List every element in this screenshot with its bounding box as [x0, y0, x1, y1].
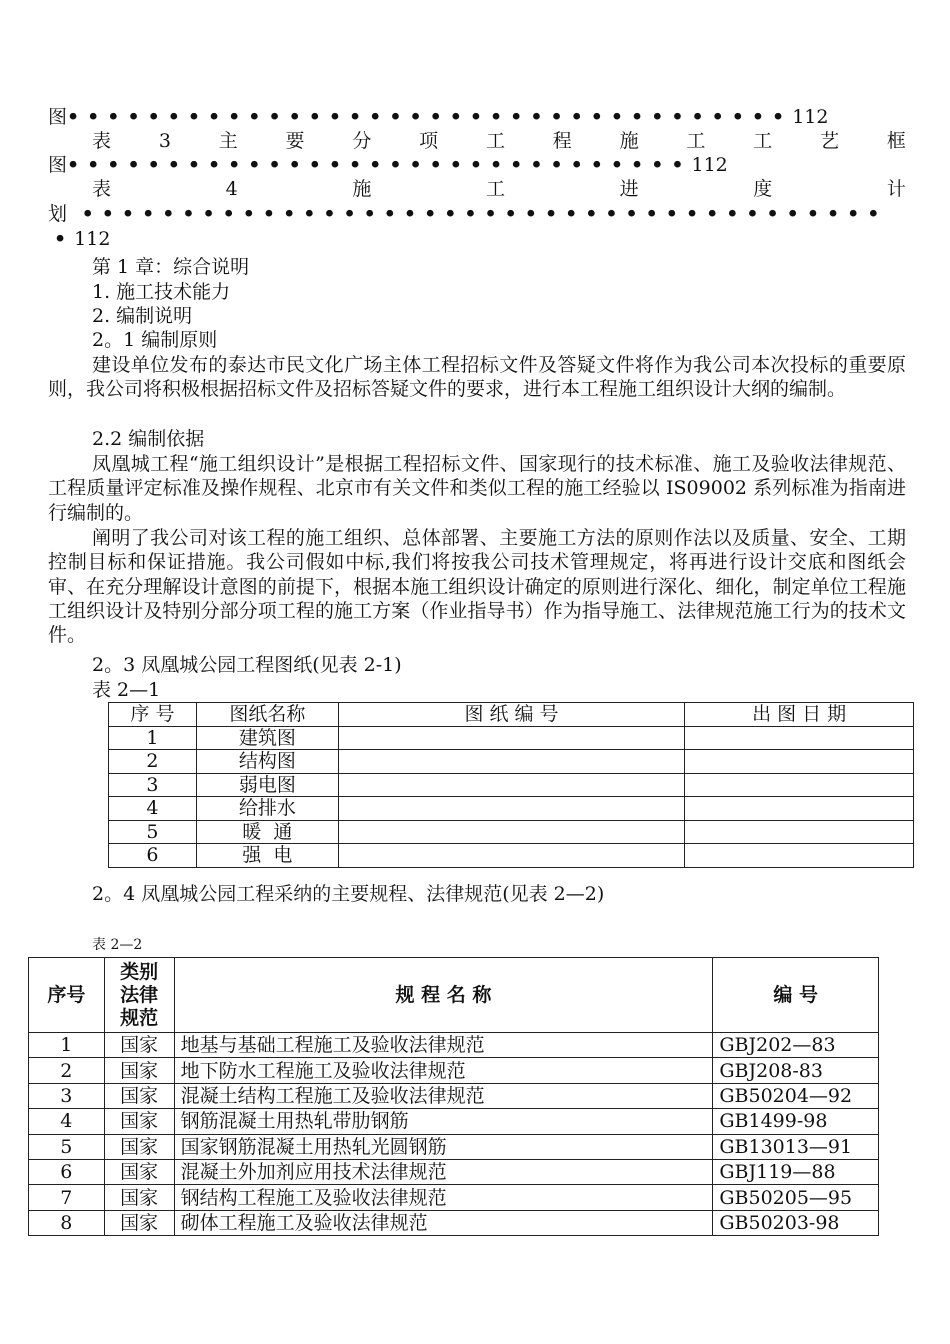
table-row — [109, 773, 914, 797]
toc-word: 表 — [92, 130, 112, 152]
table-row — [29, 1058, 879, 1083]
cell-drawing-number — [338, 750, 685, 774]
cell-standard-name: 国家钢筋混凝土用热轧光圆钢筋 — [174, 1134, 713, 1159]
toc-word: 施 — [352, 178, 372, 200]
toc-word: 3 — [158, 130, 171, 152]
toc-word: 施 — [619, 130, 639, 152]
cell-issue-date — [685, 726, 914, 750]
header-cell: 规 程 名 称 — [174, 958, 713, 1033]
cell-category: 国家 — [104, 1185, 174, 1210]
cell-index: 5 — [29, 1134, 105, 1159]
cell-index: 2 — [29, 1058, 105, 1083]
cell-category: 国家 — [104, 1083, 174, 1108]
toc-word: 度 — [753, 178, 773, 200]
header-cell: 图纸名称 — [196, 703, 338, 727]
table-header-row — [29, 958, 879, 1033]
cell-category: 国家 — [104, 1058, 174, 1083]
cell-drawing-name: 强 电 — [196, 844, 338, 868]
table2-caption: 表 2—2 — [92, 937, 143, 953]
cell-standard-name: 地下防水工程施工及验收法律规范 — [174, 1058, 713, 1083]
paragraph-2: 凤凰城工程“施工组织设计”是根据工程招标文件、国家现行的技术标准、施工及验收法律规范、工程质量评定标准及操作规程、北京市有关文件和类似工程的施工经验以 IS09002 系列标准为指南进行编制的。 — [48, 453, 906, 524]
cell-index: 3 — [109, 773, 197, 797]
cell-drawing-number — [338, 844, 685, 868]
paragraph-3: 阐明了我公司对该工程的施工组织、总体部署、主要施工方法的原则作法以及质量、安全、工期控制目标和保证措施。我公司假如中标,我们将按我公司技术管理规定，将再进行设计交底和图纸会审、在充分理解设计意图的前提下，根据本施工组织设计确定的原则进行深化、细化，制定单位工程施工组织设计及特别分部分项工程的施工方案（作业指导书）作为指导施工、法律规范施工行为的技术文件。 — [48, 527, 906, 647]
toc-line-4 — [92, 177, 906, 201]
toc-word: 工 — [686, 130, 706, 152]
cell-drawing-number — [338, 773, 685, 797]
cell-drawing-number — [338, 820, 685, 844]
header-cell: 序号 — [29, 958, 105, 1033]
standards-table — [28, 957, 879, 1236]
toc-word: 主 — [218, 130, 238, 152]
cell-category: 国家 — [104, 1109, 174, 1134]
toc-word: 工 — [486, 178, 506, 200]
cell-index: 4 — [109, 797, 197, 821]
cell-category: 国家 — [104, 1134, 174, 1159]
cell-index: 7 — [29, 1185, 105, 1210]
cell-standard-name: 钢筋混凝土用热轧带肋钢筋 — [174, 1109, 713, 1134]
toc-word: 项 — [419, 130, 439, 152]
cell-category: 国家 — [104, 1210, 174, 1235]
table-row — [29, 1109, 879, 1134]
toc-leader-dots: • — [54, 228, 75, 250]
table-row — [29, 1185, 879, 1210]
toc-word: 表 — [92, 178, 112, 200]
cell-standard-code: GB50204—92 — [713, 1083, 879, 1108]
cell-drawing-number — [338, 726, 685, 750]
table-row — [109, 797, 914, 821]
cell-issue-date — [685, 773, 914, 797]
header-cell: 出 图 日 期 — [685, 703, 914, 727]
header-cell: 序 号 — [109, 703, 197, 727]
heading-2-2: 2.2 编制依据 — [92, 428, 205, 450]
cell-index: 8 — [29, 1210, 105, 1235]
cell-standard-name: 钢结构工程施工及验收法律规范 — [174, 1185, 713, 1210]
toc-word: 艺 — [820, 130, 840, 152]
table-row — [109, 820, 914, 844]
toc-line-6 — [54, 227, 110, 251]
cell-category: 国家 — [104, 1159, 174, 1184]
toc-line-1 — [48, 105, 828, 129]
cell-index: 1 — [29, 1033, 105, 1058]
cell-category: 国家 — [104, 1033, 174, 1058]
cell-drawing-name: 弱电图 — [196, 773, 338, 797]
cell-standard-name: 砌体工程施工及验收法律规范 — [174, 1210, 713, 1235]
cell-index: 2 — [109, 750, 197, 774]
cell-index: 5 — [109, 820, 197, 844]
cell-standard-name: 混凝土结构工程施工及验收法律规范 — [174, 1083, 713, 1108]
cell-standard-name: 混凝土外加剂应用技术法律规范 — [174, 1159, 713, 1184]
cell-issue-date — [685, 820, 914, 844]
toc-page-6: 112 — [74, 228, 111, 250]
table-row — [29, 1083, 879, 1108]
header-cell: 类别法律规范 — [104, 958, 174, 1033]
table-row — [109, 750, 914, 774]
toc-lead-5: 划 — [48, 203, 68, 225]
toc-page-1: 112 — [792, 106, 829, 128]
table-header-row — [109, 703, 914, 727]
toc-line-3 — [48, 153, 728, 177]
toc-lead-1: 图 — [48, 106, 68, 128]
cell-drawing-name: 给排水 — [196, 797, 338, 821]
toc-word: 进 — [619, 178, 639, 200]
cell-standard-code: GB50205—95 — [713, 1185, 879, 1210]
heading-1: 1. 施工技术能力 — [92, 281, 231, 303]
heading-2-4: 2。4 凤凰城公园工程采纳的主要规程、法律规范(见表 2—2) — [92, 883, 605, 905]
toc-lead-3: 图 — [48, 154, 68, 176]
toc-leader-dots: •••••••••••••••••••••••••••••••••••••••• — [67, 203, 888, 225]
cell-standard-code: GBJ119—88 — [713, 1159, 879, 1184]
toc-word: 工 — [753, 130, 773, 152]
table1-caption: 表 2—1 — [92, 679, 161, 701]
cell-index: 3 — [29, 1083, 105, 1108]
cell-standard-name: 地基与基础工程施工及验收法律规范 — [174, 1033, 713, 1058]
header-cell: 编 号 — [713, 958, 879, 1033]
heading-2: 2. 编制说明 — [92, 305, 193, 327]
cell-issue-date — [685, 797, 914, 821]
toc-line-2 — [92, 129, 906, 153]
table-row — [29, 1033, 879, 1058]
cell-standard-code: GB13013—91 — [713, 1134, 879, 1159]
cell-standard-code: GBJ208-83 — [713, 1058, 879, 1083]
cell-drawing-name: 建筑图 — [196, 726, 338, 750]
chapter-title: 第 1 章：综合说明 — [92, 256, 250, 278]
toc-page-3: 112 — [691, 154, 728, 176]
drawings-table — [108, 702, 914, 868]
toc-word: 框 — [886, 130, 906, 152]
heading-2-3: 2。3 凤凰城公园工程图纸(见表 2-1) — [92, 654, 402, 676]
cell-standard-code: GB1499-98 — [713, 1109, 879, 1134]
table-row — [29, 1134, 879, 1159]
cell-issue-date — [685, 750, 914, 774]
cell-standard-code: GBJ202—83 — [713, 1033, 879, 1058]
header-cell: 图 纸 编 号 — [338, 703, 685, 727]
heading-2-1: 2。1 编制原则 — [92, 329, 218, 351]
table-row — [29, 1210, 879, 1235]
toc-word: 计 — [886, 178, 906, 200]
table-row — [29, 1159, 879, 1184]
toc-word: 分 — [352, 130, 372, 152]
cell-standard-code: GB50203-98 — [713, 1210, 879, 1235]
toc-leader-dots: ••••••••••••••••••••••••••••••• — [67, 154, 692, 176]
paragraph-1: 建设单位发布的泰达市民文化广场主体工程招标文件及答疑文件将作为我公司本次投标的重要原则，我公司将积极根据招标文件及招标答疑文件的要求，进行本工程施工组织设计大纲的编制。 — [48, 354, 906, 401]
toc-word: 工 — [485, 130, 505, 152]
cell-index: 6 — [109, 844, 197, 868]
cell-index: 6 — [29, 1159, 105, 1184]
cell-index: 1 — [109, 726, 197, 750]
cell-index: 4 — [29, 1109, 105, 1134]
toc-line-5 — [48, 202, 887, 226]
cell-drawing-name: 暖 通 — [196, 820, 338, 844]
toc-word: 程 — [552, 130, 572, 152]
cell-drawing-number — [338, 797, 685, 821]
cell-drawing-name: 结构图 — [196, 750, 338, 774]
toc-word: 4 — [225, 178, 238, 200]
toc-leader-dots: •••••••••••••••••••••••••••••••••••• — [67, 106, 793, 128]
table-row — [109, 844, 914, 868]
table-row — [109, 726, 914, 750]
cell-issue-date — [685, 844, 914, 868]
toc-word: 要 — [285, 130, 305, 152]
